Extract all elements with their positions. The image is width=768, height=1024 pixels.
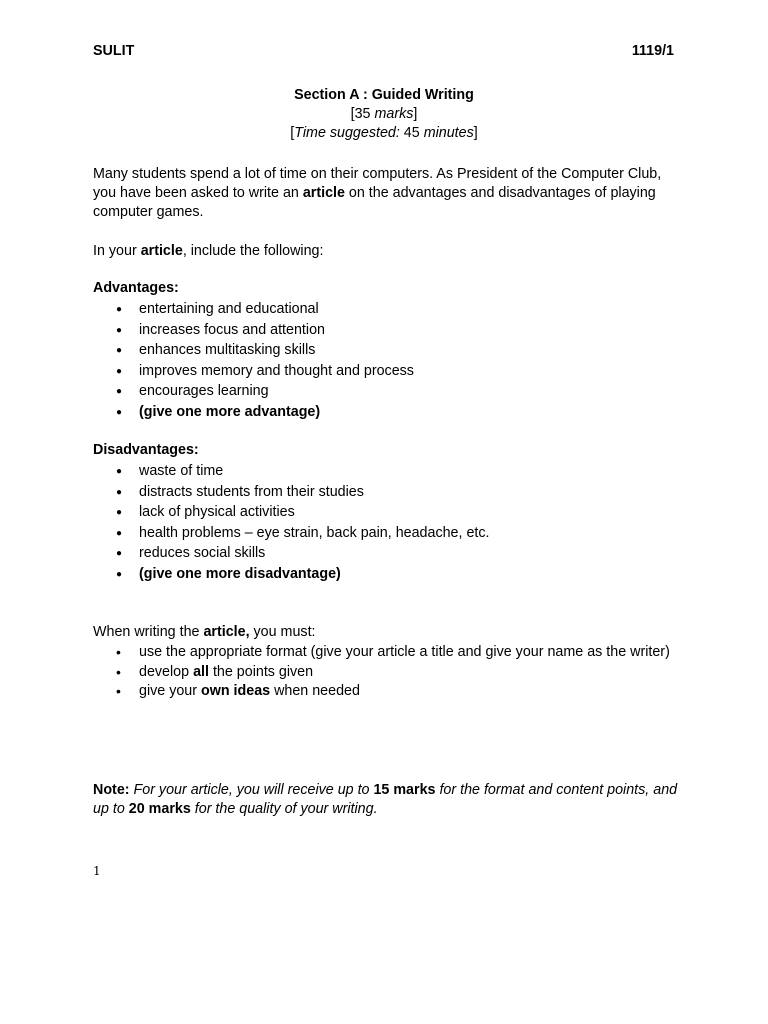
list-item: ● improves memory and thought and process	[116, 362, 414, 379]
list-item: ● waste of time	[116, 463, 224, 479]
advantages-heading: Advantages:	[93, 280, 179, 296]
list-item: ● entertaining and educational	[116, 301, 319, 317]
bullet-icon: ●	[116, 568, 123, 580]
section-marks: [35 marks]	[350, 106, 418, 122]
advantages-list	[116, 300, 686, 423]
list-item: ● increases focus and attention	[116, 321, 325, 338]
list-item: ● lack of physical activities	[116, 504, 295, 520]
list-item: ● (give one more disadvantage)	[116, 565, 341, 582]
bullet-icon: ●	[116, 507, 123, 518]
bullet-icon: ●	[116, 486, 123, 498]
writing-instruction: When writing the article, you must:	[93, 624, 316, 640]
bullet-icon: ●	[116, 527, 123, 539]
requirements-list	[116, 643, 686, 702]
intro-paragraph: Many students spend a lot of time on their computers. As President of the Computer Club, you have been asked to write an article on the advantages and disadvantages of playing computer games.	[93, 166, 662, 220]
list-item: • give your own ideas when needed	[116, 683, 360, 699]
bullet-icon: ●	[116, 548, 123, 559]
header-right: 1119/1	[631, 43, 674, 59]
disadvantages-list	[116, 462, 686, 585]
bullet-icon: ●	[116, 386, 123, 397]
bullet-icon: ●	[116, 466, 123, 477]
bullet-icon: ●	[116, 304, 123, 315]
bullet-icon: ●	[116, 324, 123, 336]
bullet-icon: •	[116, 663, 121, 680]
section-title: Section A : Guided Writing	[294, 87, 474, 103]
bullet-icon: •	[116, 683, 121, 699]
list-item: • develop all the points given	[116, 663, 314, 680]
note-paragraph: Note: For your article, you will receive up to 15 marks for the format and content points, and up to 20 marks for the quality of your writing.	[93, 782, 678, 817]
bullet-icon: ●	[116, 365, 123, 377]
header-left: SULIT	[93, 43, 135, 59]
section-time-suggested: [Time suggested: 45 minutes]	[290, 125, 478, 141]
list-item: ● encourages learning	[116, 383, 269, 399]
include-instruction: In your article, include the following:	[93, 243, 324, 259]
bullet-icon: ●	[116, 345, 123, 356]
list-item: • use the appropriate format (give your article a title and give your name as the writer)	[116, 644, 670, 660]
bullet-icon: •	[116, 644, 121, 660]
disadvantages-heading: Disadvantages:	[93, 442, 199, 458]
list-item: ● health problems – eye strain, back pain, headache, etc.	[116, 524, 490, 541]
list-item: ● reduces social skills	[116, 545, 266, 561]
list-item: ● (give one more advantage)	[116, 403, 321, 420]
bullet-icon: ●	[116, 406, 123, 418]
list-item: ● distracts students from their studies	[116, 483, 364, 500]
list-item: ● enhances multitasking skills	[116, 342, 316, 358]
page-number: 1	[93, 864, 101, 878]
